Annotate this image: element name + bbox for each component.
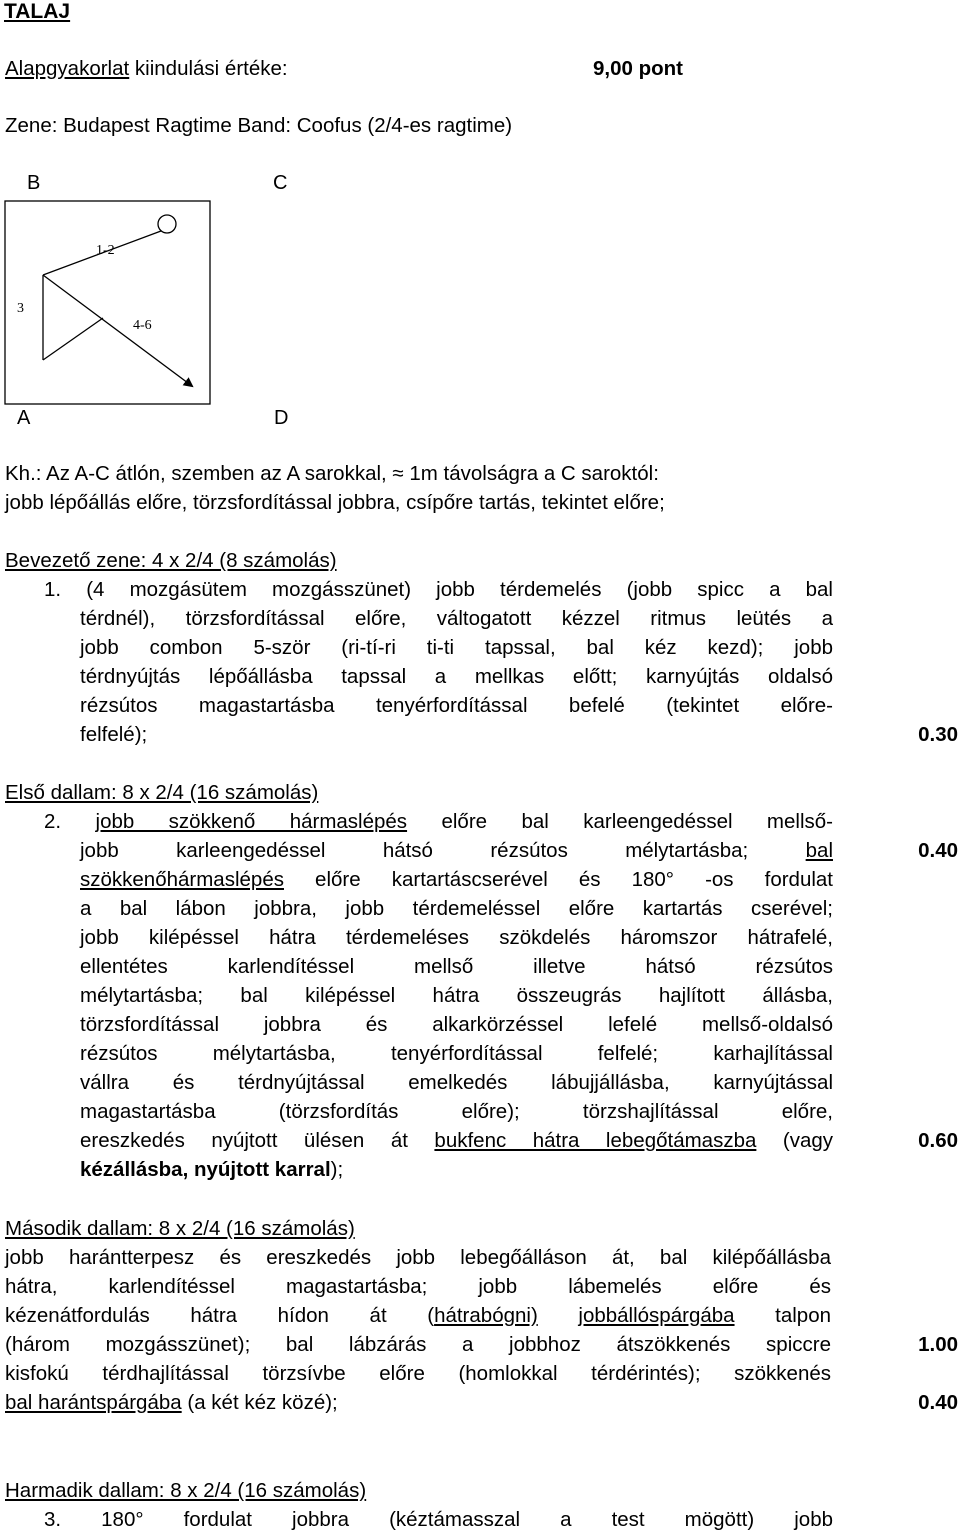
start-position-circle [158, 215, 176, 233]
first-line: törzsfordítással jobbra és alkarkörzéssel lefelé mellső-oldalsó [80, 1013, 833, 1036]
second-line: jobb harántterpesz és ereszkedés jobb lebegőálláson át, bal kilépőállásba [5, 1246, 831, 1269]
element-text: kézenátfordulás hátra hídon át ( [5, 1304, 435, 1327]
corner-a-label: A [17, 407, 31, 429]
direction-arrow-line [43, 275, 192, 386]
element-text: ); [330, 1158, 344, 1181]
first-line: mélytartásba; bal kilépéssel hátra összeugrás hajlított állásba, [80, 984, 833, 1007]
base-value: 9,00 pont [593, 57, 683, 80]
element-name: bal harántspárgába [5, 1391, 182, 1414]
intro-score: 0.30 [918, 723, 958, 746]
first-line: magastartásba (törzsfordítás előre); törzshajlítással előre, [80, 1100, 833, 1123]
intro-line: térdnél), törzsfordítással előre, váltogatott kézzel ritmus leütés a [80, 607, 833, 630]
element-name: bal [805, 839, 833, 862]
second-line-3 [5, 1304, 831, 1328]
intro-line: térdnyújtás lépőállásba tapssal a mellkas előtt; karnyújtás oldalsó [80, 665, 833, 688]
first-heading: Első dallam: 8 x 2/4 (16 számolás) [5, 781, 319, 804]
corner-d-label: D [274, 407, 289, 429]
second-score-1: 1.00 [918, 1333, 958, 1356]
space [538, 1304, 579, 1327]
element-text: talpon [734, 1304, 831, 1327]
third-line-1: 3. 180° fordulat jobbra (kéztámasszal a test mögött) jobb [44, 1508, 833, 1531]
element-name: hátrabógni) [434, 1304, 538, 1327]
item-number: 2. [44, 810, 96, 833]
page-title: TALAJ [4, 0, 71, 23]
element-name: bukfenc hátra lebegőtámaszba [434, 1129, 757, 1152]
first-line: rézsútos mélytartásba, tenyérfordítással felfelé; karhajlítással [80, 1042, 833, 1065]
intro-line: rézsútos magastartásba tenyérfordítással befelé (tekintet előre- [80, 694, 833, 717]
step-label-1-2: 1-2 [96, 243, 115, 258]
element-text: (a két kéz közé); [181, 1391, 338, 1414]
element-name: jobbállóspárgába [578, 1304, 735, 1327]
second-line: hátra, karlendítéssel magastartásba; jobb lábemelés előre és [5, 1275, 831, 1298]
second-line-4: (három mozgásszünet); bal lábzárás a jobbhoz átszökkenés spiccre [5, 1333, 831, 1356]
first-line-3 [80, 868, 833, 892]
first-line: vállra és térdnyújtással emelkedés lábujjállásba, karnyújtással [80, 1071, 833, 1094]
element-text: előre bal karleengedéssel mellső- [407, 810, 833, 833]
first-line: jobb kilépéssel hátra térdemeléses szökdelés háromszor hátrafelé, [80, 926, 833, 949]
element-text: (vagy [756, 1129, 833, 1152]
element-text: előre kartartáscserével és 180° -os fordulat [283, 868, 833, 891]
base-label: Alapgyakorlat [5, 57, 130, 80]
triangle-bottom-line [43, 318, 103, 360]
intro-heading: Bevezető zene: 4 x 2/4 (8 számolás) [5, 549, 337, 572]
first-line-2 [80, 839, 833, 863]
first-score-1: 0.40 [918, 839, 958, 862]
first-line-13 [80, 1158, 343, 1182]
corner-c-label: C [273, 172, 288, 194]
music-line: Zene: Budapest Ragtime Band: Coofus (2/4-es ragtime) [5, 114, 513, 137]
first-score-2: 0.60 [918, 1129, 958, 1152]
second-line-6 [5, 1391, 338, 1415]
second-line-5: kisfokú térdhajlítással törzsívbe előre (homlokkal térdérintés); szökkenés [5, 1362, 831, 1385]
third-heading: Harmadik dallam: 8 x 2/4 (16 számolás) [5, 1479, 367, 1502]
element-name: jobb szökkenő hármaslépés [95, 810, 408, 833]
intro-line: jobb combon 5-ször (ri-tí-ri ti-ti tapssal, bal kéz kezd); jobb [80, 636, 833, 659]
step-label-4-6: 4-6 [133, 318, 152, 333]
second-score-2: 0.40 [918, 1391, 958, 1414]
first-line-12 [80, 1129, 833, 1153]
element-name: szökkenőhármaslépés [80, 868, 284, 891]
floor-square [5, 201, 210, 404]
element-text: jobb karleengedéssel hátsó rézsútos mélytartásba; [80, 839, 806, 862]
second-heading: Második dallam: 8 x 2/4 (16 számolás) [5, 1217, 355, 1240]
kh-line-1: Kh.: Az A-C átlón, szemben az A sarokkal, ≈ 1m távolságra a C saroktól: [5, 462, 659, 485]
intro-line: felfelé); [80, 723, 148, 746]
element-alternative: kézállásba, nyújtott karral [80, 1158, 331, 1181]
base-label-rest: kiindulási értéke: [129, 57, 288, 80]
first-line: ellentétes karlendítéssel mellső illetve hátsó rézsútos [80, 955, 833, 978]
first-line: a bal lábon jobbra, jobb térdemeléssel előre kartartás cserével; [80, 897, 833, 920]
element-text: ereszkedés nyújtott ülésen át [80, 1129, 435, 1152]
intro-line: 1. (4 mozgásütem mozgásszünet) jobb térdemelés (jobb spicc a bal [44, 578, 833, 601]
kh-line-2: jobb lépőállás előre, törzsfordítással jobbra, csípőre tartás, tekintet előre; [5, 491, 665, 514]
step-label-3: 3 [17, 301, 24, 316]
floor-diagram [0, 0, 960, 420]
first-line-1 [44, 810, 833, 834]
corner-b-label: B [27, 172, 41, 194]
